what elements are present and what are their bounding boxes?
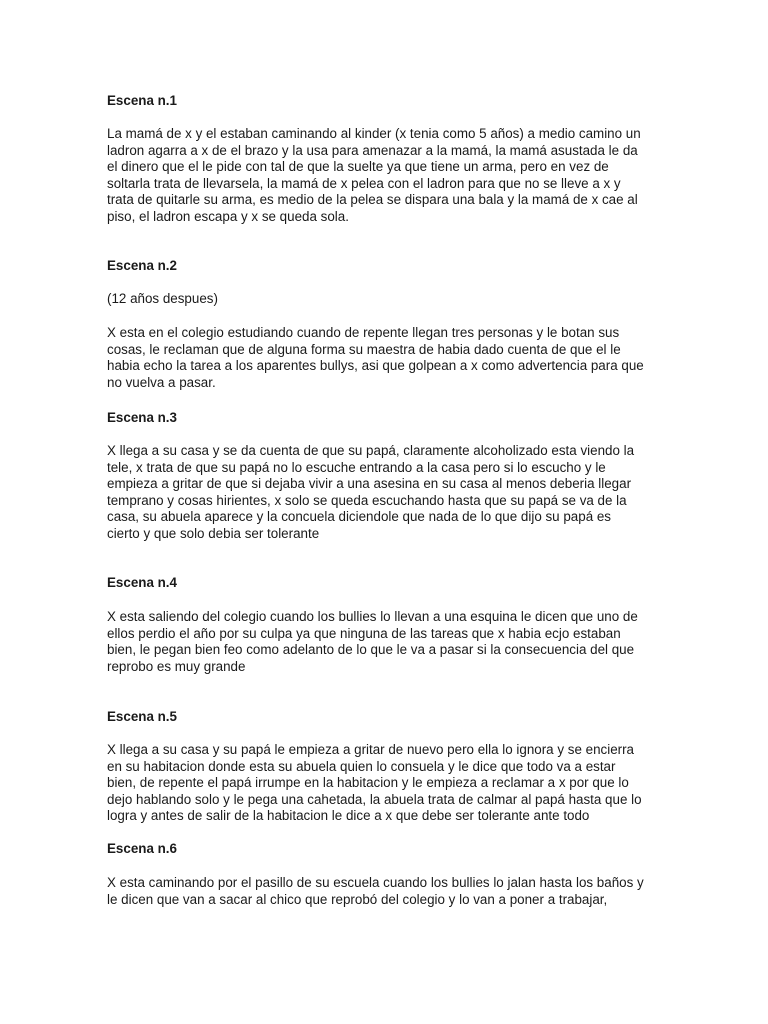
text-line: X llega a su casa y su papá le empieza a gritar de nuevo pero ella lo ignora y se encierra (107, 742, 635, 757)
text-line: ladron agarra a x de el brazo y la usa para amenazar a la mamá, la mamá asustada le da (107, 142, 638, 158)
text-line: el dinero que el le pide con tal de que la suelte ya que tiene un arma, pero en vez de (107, 159, 609, 175)
text-line: temprano y cosas hirientes, x solo se queda escuchando hasta que su papá se va de la (107, 492, 627, 508)
scene-6-heading: Escena n.6 (107, 841, 177, 856)
text-line: bien, de repente el papá irrumpe en la habitacion y le empieza a reclamar a x por que lo (107, 775, 629, 791)
text-line: tele, x trata de que su papá no lo escuche entrando a la casa pero si lo escucho y le (107, 459, 606, 475)
text-line: reprobo es muy grande (107, 658, 246, 674)
text-line: dejo hablando solo y le pega una cahetada, la abuela trata de calmar al papá hasta que lo (107, 791, 642, 807)
text-line: cosas, le reclaman que de alguna forma su maestra de habia dado cuenta de que el le (107, 341, 621, 357)
scene-4-paragraph (107, 609, 638, 675)
scene-5-paragraph (107, 742, 642, 825)
text-line: piso, el ladron escapa y x se queda sola. (107, 208, 349, 224)
scene-1-heading: Escena n.1 (107, 93, 177, 108)
text-line: empieza a gritar de que si dejaba vivir a una asesina en su casa al menos deberia llegar (107, 476, 632, 492)
text-line: le dicen que van a sacar al chico que reprobó del colegio y lo van a poner a trabajar, (107, 891, 608, 907)
text-line: La mamá de x y el estaban caminando al kinder (x tenia como 5 años) a medio camino un (107, 126, 641, 141)
text-line: X llega a su casa y se da cuenta de que su papá, claramente alcoholizado esta viendo la (107, 443, 635, 458)
scene-1-paragraph (107, 126, 641, 226)
text-line: bien, le pegan bien feo como adelanto de lo que le va a pasar si la consecuencia del que (107, 642, 635, 658)
text-line: X esta saliendo del colegio cuando los bullies lo llevan a una esquina le dicen que uno de (107, 609, 638, 624)
text-line: ellos perdio el año por su culpa ya que ninguna de las tareas que x habia ecjo estaban (107, 625, 621, 641)
text-line: no vuelva a pasar. (107, 374, 216, 390)
text-line: X esta en el colegio estudiando cuando de repente llegan tres personas y le botan sus (107, 325, 620, 340)
text-line: logra y antes de salir de la habitacion le dice a x que debe ser tolerante ante todo (107, 808, 590, 824)
text-line: soltarla trata de llevarsela, la mamá de x pelea con el ladron para que no se lleve a x y (107, 175, 621, 191)
text-line: X esta caminando por el pasillo de su escuela cuando los bullies lo jalan hasta los baños y (107, 875, 644, 890)
scene-2-paragraph (107, 325, 644, 391)
scene-6-paragraph (107, 875, 644, 908)
scene-4-heading: Escena n.4 (107, 575, 177, 590)
scene-2-subtitle (107, 291, 218, 308)
text-line: casa, su abuela aparece y la concuela diciendole que nada de lo que dijo su papá es (107, 509, 612, 525)
text-line: habia echo la tarea a los aparentes bullys, asi que golpean a x como advertencia para que (107, 358, 644, 374)
scene-2-heading: Escena n.2 (107, 258, 177, 273)
text-line: trata de quitarle su arma, es medio de la pelea se dispara una bala y la mamá de x cae al (107, 192, 638, 208)
text-line: cierto y que solo debia ser tolerante (107, 525, 320, 541)
scene-5-heading: Escena n.5 (107, 709, 177, 724)
text-line: (12 años despues) (107, 291, 218, 306)
scene-3-paragraph (107, 443, 634, 543)
scene-3-heading: Escena n.3 (107, 410, 177, 425)
text-line: en su habitacion donde esta su abuela quien lo consuela y le dice que todo va a estar (107, 758, 616, 774)
